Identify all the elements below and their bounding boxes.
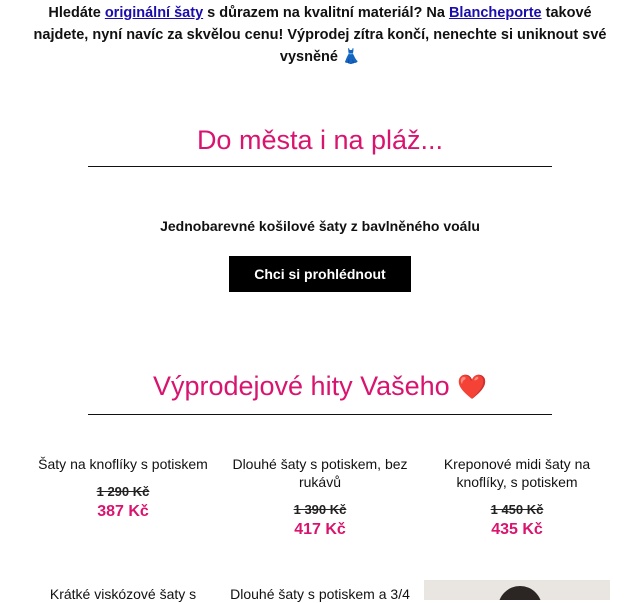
product-card-4[interactable] xyxy=(29,585,217,603)
sale-price: 387 Kč xyxy=(97,503,149,520)
section-heading-city-beach: Do města i na pláž... xyxy=(88,120,552,167)
featured-product-title: Jednobarevné košilové šaty z bavlněného voálu xyxy=(160,218,480,234)
product-card-2[interactable] xyxy=(226,455,414,539)
old-price: 1 290 Kč xyxy=(96,484,150,499)
old-price: 1 450 Kč xyxy=(490,502,544,517)
intro-text-2: s důrazem na kvalitní materiál? Na xyxy=(203,5,449,21)
original-dresses-link[interactable]: originální šaty xyxy=(104,5,204,21)
product-card-1[interactable] xyxy=(29,455,217,521)
product-photo[interactable] xyxy=(424,580,610,600)
intro-paragraph xyxy=(20,2,620,68)
intro-text-1: Hledáte xyxy=(48,5,105,21)
blancheporte-link[interactable]: Blancheporte xyxy=(448,5,542,21)
section-heading-sale-hits xyxy=(88,366,552,415)
old-price: 1 390 Kč xyxy=(293,502,347,517)
sale-price: 417 Kč xyxy=(294,521,346,538)
product-name[interactable]: Dlouhé šaty s potiskem, bez rukávů xyxy=(232,456,408,490)
product-name[interactable]: Dlouhé šaty s potiskem a 3/4 xyxy=(230,586,410,602)
intro-text-3: takové najdete, nyní navíc za skvělou cenu! Výprodej zítra končí, nenechte si uniknout své vysněné xyxy=(33,5,607,65)
dress-icon: 👗 xyxy=(342,49,361,65)
sale-price: 435 Kč xyxy=(491,521,543,538)
heart-icon: ❤️ xyxy=(457,374,488,401)
product-card-5[interactable] xyxy=(226,585,414,603)
product-name[interactable]: Kreponové midi šaty na knoflíky, s potiskem xyxy=(443,456,591,490)
model-figure xyxy=(498,586,542,600)
product-name[interactable]: Šaty na knoflíky s potiskem xyxy=(38,456,208,472)
product-card-3[interactable] xyxy=(423,455,611,539)
product-name[interactable]: Krátké viskózové šaty s xyxy=(49,586,197,602)
sale-hits-heading-text: Výprodejové hity Vašeho xyxy=(152,371,458,401)
view-product-button[interactable]: Chci si prohlédnout xyxy=(229,256,411,292)
